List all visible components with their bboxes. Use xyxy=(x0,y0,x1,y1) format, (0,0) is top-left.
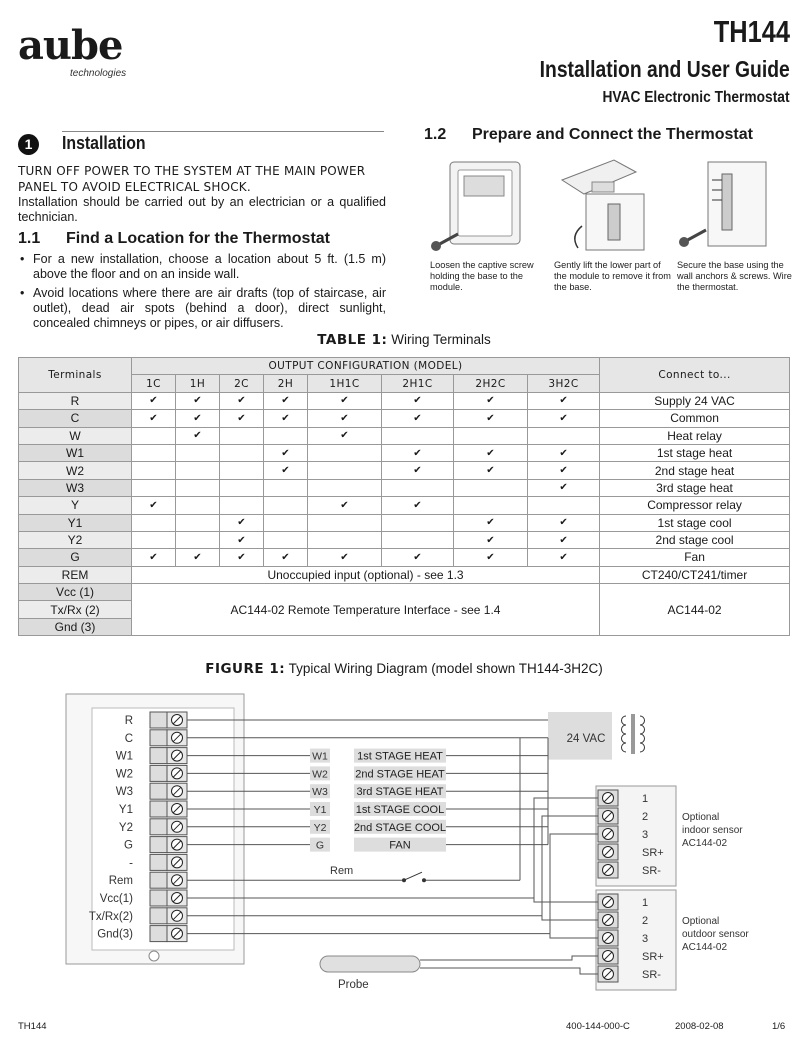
sensor-caption: AC144-02 xyxy=(682,838,728,849)
terminal-cell: R xyxy=(19,392,132,409)
coil-icon xyxy=(640,734,645,743)
check-mark: ✔ xyxy=(132,392,176,409)
subsection-title: Find a Location for the Thermostat xyxy=(66,230,331,247)
check-mark: ✔ xyxy=(454,531,528,548)
footer-page: 1/6 xyxy=(772,1021,786,1032)
empty-cell xyxy=(528,427,600,444)
connect-cell: AC144-02 xyxy=(600,584,790,636)
check-mark: ✔ xyxy=(382,462,454,479)
load-code: W2 xyxy=(312,768,328,781)
load-code: W3 xyxy=(312,786,328,799)
rem-label: Rem xyxy=(330,865,354,878)
terminal-cell: W3 xyxy=(19,479,132,496)
terminal-cell: G xyxy=(19,549,132,566)
empty-cell xyxy=(132,427,176,444)
section-rule xyxy=(62,131,384,132)
terminal-block xyxy=(150,872,167,888)
connect-cell: 1st stage heat xyxy=(600,444,790,461)
table-row xyxy=(19,514,790,531)
load-label: 3rd STAGE HEAT xyxy=(356,786,444,799)
empty-cell xyxy=(308,531,382,548)
check-mark: ✔ xyxy=(220,549,264,566)
empty-cell xyxy=(176,531,220,548)
intro-paragraph: Installation should be carried out by an electrician or a qualified technician. xyxy=(18,195,386,224)
check-mark: ✔ xyxy=(220,392,264,409)
terminal-label: W1 xyxy=(115,750,133,763)
check-mark: ✔ xyxy=(132,410,176,427)
connect-to-header: Connect to... xyxy=(600,358,790,393)
terminal-label: Y1 xyxy=(118,804,133,816)
table-caption-text: Wiring Terminals xyxy=(391,332,491,347)
empty-cell xyxy=(220,479,264,496)
terminal-cell: Vcc (1) xyxy=(19,584,132,601)
model-header: 1C xyxy=(132,375,176,392)
switch-contact xyxy=(402,878,406,882)
coil-icon xyxy=(622,725,627,734)
load-label: 2nd STAGE HEAT xyxy=(355,768,445,781)
table-row xyxy=(19,462,790,479)
sensor-terminal-label: 3 xyxy=(642,933,649,945)
model-header: 2H xyxy=(264,375,308,392)
terminal-cell: Y xyxy=(19,497,132,514)
list-item: • Avoid locations where there are air drafts (top of staircase, air outlet), dead air spots (behind a door), direct sunlight, concealed chimneys or pipes, or air diffusers. xyxy=(18,286,386,331)
check-mark: ✔ xyxy=(454,514,528,531)
subsection-1-2-heading xyxy=(424,126,753,144)
empty-cell xyxy=(308,514,382,531)
empty-cell xyxy=(176,497,220,514)
logo-subtitle: technologies xyxy=(70,68,127,79)
empty-cell xyxy=(308,444,382,461)
sensor-caption: Optional xyxy=(682,916,720,927)
subsection-title: Prepare and Connect the Thermostat xyxy=(472,126,753,143)
terminal-block xyxy=(150,854,167,870)
check-mark: ✔ xyxy=(528,549,600,566)
mount-hole xyxy=(149,951,159,961)
empty-cell xyxy=(528,497,600,514)
empty-cell xyxy=(382,479,454,496)
model-header: 2H2C xyxy=(454,375,528,392)
check-mark: ✔ xyxy=(528,479,600,496)
connect-cell: 3rd stage heat xyxy=(600,479,790,496)
empty-cell xyxy=(308,479,382,496)
terminal-block xyxy=(150,890,167,906)
terminal-cell: REM xyxy=(19,566,132,583)
empty-cell xyxy=(264,497,308,514)
connect-cell: Fan xyxy=(600,549,790,566)
terminal-block xyxy=(150,783,167,799)
terminal-cell: Gnd (3) xyxy=(19,618,132,635)
table-row xyxy=(19,392,790,409)
terminal-cell: Y1 xyxy=(19,514,132,531)
figure-caption xyxy=(0,661,808,677)
product-subtitle: HVAC Electronic Thermostat xyxy=(602,89,790,106)
check-mark: ✔ xyxy=(176,427,220,444)
coil-icon xyxy=(622,716,627,725)
footer-doc-number: 400-144-000-C xyxy=(566,1021,630,1032)
empty-cell xyxy=(220,462,264,479)
table-row xyxy=(19,479,790,496)
wire-probe xyxy=(420,968,598,974)
wiring-diagram xyxy=(0,684,808,1004)
coil-icon xyxy=(640,725,645,734)
wire-indoor-sensor xyxy=(550,834,598,934)
empty-cell xyxy=(132,444,176,461)
check-mark: ✔ xyxy=(454,549,528,566)
load-label: 2nd STAGE COOL xyxy=(353,821,447,834)
remote-description: AC144-02 Remote Temperature Interface - see 1.4 xyxy=(132,584,600,636)
load-code: Y1 xyxy=(313,804,327,816)
terminal-cell: W xyxy=(19,427,132,444)
check-mark: ✔ xyxy=(220,410,264,427)
sensor-caption: AC144-02 xyxy=(682,942,728,953)
empty-cell xyxy=(220,427,264,444)
load-label: 1st STAGE COOL xyxy=(355,804,445,816)
empty-cell xyxy=(220,444,264,461)
empty-cell xyxy=(264,531,308,548)
connect-cell: Common xyxy=(600,410,790,427)
terminal-block xyxy=(150,765,167,781)
empty-cell xyxy=(382,514,454,531)
empty-cell xyxy=(264,427,308,444)
terminal-block xyxy=(150,926,167,942)
terminal-block xyxy=(150,712,167,728)
sensor-caption: indoor sensor xyxy=(682,825,743,836)
sensor-terminal-label: 3 xyxy=(642,829,649,841)
sensor-caption: Optional xyxy=(682,812,720,823)
empty-cell xyxy=(264,479,308,496)
check-mark: ✔ xyxy=(454,392,528,409)
subsection-number: 1.2 xyxy=(424,126,447,143)
terminal-label: R xyxy=(124,715,133,727)
check-mark: ✔ xyxy=(308,427,382,444)
sensor-terminal-label: 1 xyxy=(642,897,649,909)
empty-cell xyxy=(176,462,220,479)
check-mark: ✔ xyxy=(454,462,528,479)
coil-icon xyxy=(622,734,627,743)
subsection-1-1-heading xyxy=(18,230,330,248)
check-mark: ✔ xyxy=(176,392,220,409)
wire-outdoor-sensor xyxy=(550,934,598,938)
sensor-terminal-label: 1 xyxy=(642,793,649,805)
guide-title: Installation and User Guide xyxy=(539,56,790,82)
check-mark: ✔ xyxy=(382,497,454,514)
terminal-cell: W2 xyxy=(19,462,132,479)
check-mark: ✔ xyxy=(264,462,308,479)
terminal-block xyxy=(150,908,167,924)
footer-date: 2008-02-08 xyxy=(675,1021,724,1032)
empty-cell xyxy=(454,427,528,444)
check-mark: ✔ xyxy=(454,444,528,461)
switch-contact xyxy=(422,878,426,882)
check-mark: ✔ xyxy=(176,410,220,427)
step3-illustration xyxy=(678,160,790,256)
check-mark: ✔ xyxy=(176,549,220,566)
terminals-header: Terminals xyxy=(19,358,132,393)
empty-cell xyxy=(382,531,454,548)
empty-cell xyxy=(132,462,176,479)
load-label: FAN xyxy=(389,839,411,852)
terminal-label: C xyxy=(124,732,133,745)
check-mark: ✔ xyxy=(528,514,600,531)
load-code: Y2 xyxy=(313,821,327,834)
table-caption-label: TABLE 1: xyxy=(317,332,388,348)
section-number-badge: 1 xyxy=(18,134,39,155)
output-config-header: OUTPUT CONFIGURATION (MODEL) xyxy=(132,358,600,375)
footer-model: TH144 xyxy=(18,1021,47,1032)
connect-cell: Heat relay xyxy=(600,427,790,444)
wire-outdoor-sensor xyxy=(534,898,598,902)
rem-description: Unoccupied input (optional) - see 1.3 xyxy=(132,566,600,583)
step2-caption: Gently lift the lower part of the module to remove it from the base. xyxy=(554,260,671,292)
table-row xyxy=(19,584,790,601)
connect-cell: 1st stage cool xyxy=(600,514,790,531)
empty-cell xyxy=(264,514,308,531)
check-mark: ✔ xyxy=(528,392,600,409)
terminal-cell: Y2 xyxy=(19,531,132,548)
check-mark: ✔ xyxy=(308,410,382,427)
connect-cell: CT240/CT241/timer xyxy=(600,566,790,583)
terminal-cell: W1 xyxy=(19,444,132,461)
model-number: TH144 xyxy=(713,14,790,49)
load-code: W1 xyxy=(312,750,328,763)
wire-indoor-sensor xyxy=(534,798,598,898)
table-row xyxy=(19,410,790,427)
sensor-terminal-label: SR+ xyxy=(642,847,664,859)
check-mark: ✔ xyxy=(382,392,454,409)
sensor-terminal-label: 2 xyxy=(642,811,649,823)
table-row xyxy=(19,566,790,583)
connect-cell: Supply 24 VAC xyxy=(600,392,790,409)
load-label: 1st STAGE HEAT xyxy=(357,750,443,763)
check-mark: ✔ xyxy=(308,497,382,514)
probe-label: Probe xyxy=(338,979,369,991)
switch-arm xyxy=(404,872,422,880)
empty-cell xyxy=(176,444,220,461)
step3-caption: Secure the base using the wall anchors & screws. Wire the thermostat. xyxy=(677,260,792,292)
probe-icon xyxy=(320,956,420,972)
check-mark: ✔ xyxy=(132,549,176,566)
check-mark: ✔ xyxy=(454,410,528,427)
logo-wordmark: aube xyxy=(18,22,123,69)
check-mark: ✔ xyxy=(528,531,600,548)
safety-warning: TURN OFF POWER TO THE SYSTEM AT THE MAIN POWER PANEL TO AVOID ELECTRICAL SHOCK. xyxy=(18,164,366,194)
table-caption xyxy=(0,332,808,348)
coil-icon xyxy=(640,743,645,752)
aube-logo xyxy=(18,22,138,82)
terminal-block xyxy=(150,730,167,746)
vac-label: 24 VAC xyxy=(566,732,606,745)
check-mark: ✔ xyxy=(220,531,264,548)
check-mark: ✔ xyxy=(382,444,454,461)
empty-cell xyxy=(454,479,528,496)
list-item: • For a new installation, choose a location about 5 ft. (1.5 m) above the floor and on an inside wall. xyxy=(18,252,386,282)
check-mark: ✔ xyxy=(382,410,454,427)
empty-cell xyxy=(454,497,528,514)
sensor-caption: outdoor sensor xyxy=(682,929,749,940)
check-mark: ✔ xyxy=(528,410,600,427)
model-header: 2C xyxy=(220,375,264,392)
terminal-block xyxy=(150,748,167,764)
model-header: 2H1C xyxy=(382,375,454,392)
connect-cell: 2nd stage heat xyxy=(600,462,790,479)
terminal-block xyxy=(150,819,167,835)
table-row xyxy=(19,427,790,444)
step2-illustration xyxy=(552,156,668,256)
section-title: Installation xyxy=(62,133,146,153)
connect-cell: 2nd stage cool xyxy=(600,531,790,548)
terminal-label: Rem xyxy=(108,875,133,888)
location-bullets xyxy=(18,252,386,335)
terminal-block xyxy=(150,801,167,817)
empty-cell xyxy=(308,462,382,479)
sensor-terminal-label: SR- xyxy=(642,969,661,981)
coil-icon xyxy=(640,716,645,725)
terminal-label: G xyxy=(124,839,133,852)
terminal-label: W3 xyxy=(115,786,133,799)
empty-cell xyxy=(382,427,454,444)
coil-icon xyxy=(622,743,627,752)
empty-cell xyxy=(132,531,176,548)
terminal-cell: Tx/Rx (2) xyxy=(19,601,132,618)
check-mark: ✔ xyxy=(308,549,382,566)
terminal-cell: C xyxy=(19,410,132,427)
wire-probe xyxy=(420,956,598,960)
check-mark: ✔ xyxy=(264,410,308,427)
terminal-block xyxy=(150,837,167,853)
figure-caption-text: Typical Wiring Diagram (model shown TH144-3H2C) xyxy=(288,661,603,676)
empty-cell xyxy=(176,479,220,496)
terminal-label: Gnd(3) xyxy=(97,928,133,941)
model-header: 1H1C xyxy=(308,375,382,392)
table-row xyxy=(19,444,790,461)
step1-caption: Loosen the captive screw holding the base to the module. xyxy=(430,260,534,292)
empty-cell xyxy=(220,497,264,514)
sensor-terminal-label: SR- xyxy=(642,865,661,877)
model-header: 3H2C xyxy=(528,375,600,392)
table-row xyxy=(19,531,790,548)
check-mark: ✔ xyxy=(264,392,308,409)
check-mark: ✔ xyxy=(264,444,308,461)
empty-cell xyxy=(176,514,220,531)
model-header: 1H xyxy=(176,375,220,392)
terminal-label: Tx/Rx(2) xyxy=(88,910,133,923)
check-mark: ✔ xyxy=(220,514,264,531)
check-mark: ✔ xyxy=(264,549,308,566)
check-mark: ✔ xyxy=(528,462,600,479)
wiring-terminals-table xyxy=(18,357,790,636)
load-code: G xyxy=(315,839,325,852)
empty-cell xyxy=(132,514,176,531)
terminal-label: W2 xyxy=(115,768,133,781)
sensor-terminal-label: SR+ xyxy=(642,951,664,963)
check-mark: ✔ xyxy=(308,392,382,409)
check-mark: ✔ xyxy=(382,549,454,566)
empty-cell xyxy=(132,479,176,496)
step1-illustration xyxy=(428,160,540,256)
sensor-terminal-label: 2 xyxy=(642,915,649,927)
terminal-label: - xyxy=(129,857,133,870)
table-row xyxy=(19,549,790,566)
terminal-label: Y2 xyxy=(118,821,133,834)
figure-caption-label: FIGURE 1: xyxy=(205,661,286,677)
connect-cell: Compressor relay xyxy=(600,497,790,514)
terminal-label: Vcc(1) xyxy=(99,893,133,905)
check-mark: ✔ xyxy=(132,497,176,514)
table-row xyxy=(19,497,790,514)
subsection-number: 1.1 xyxy=(18,230,41,247)
check-mark: ✔ xyxy=(528,444,600,461)
